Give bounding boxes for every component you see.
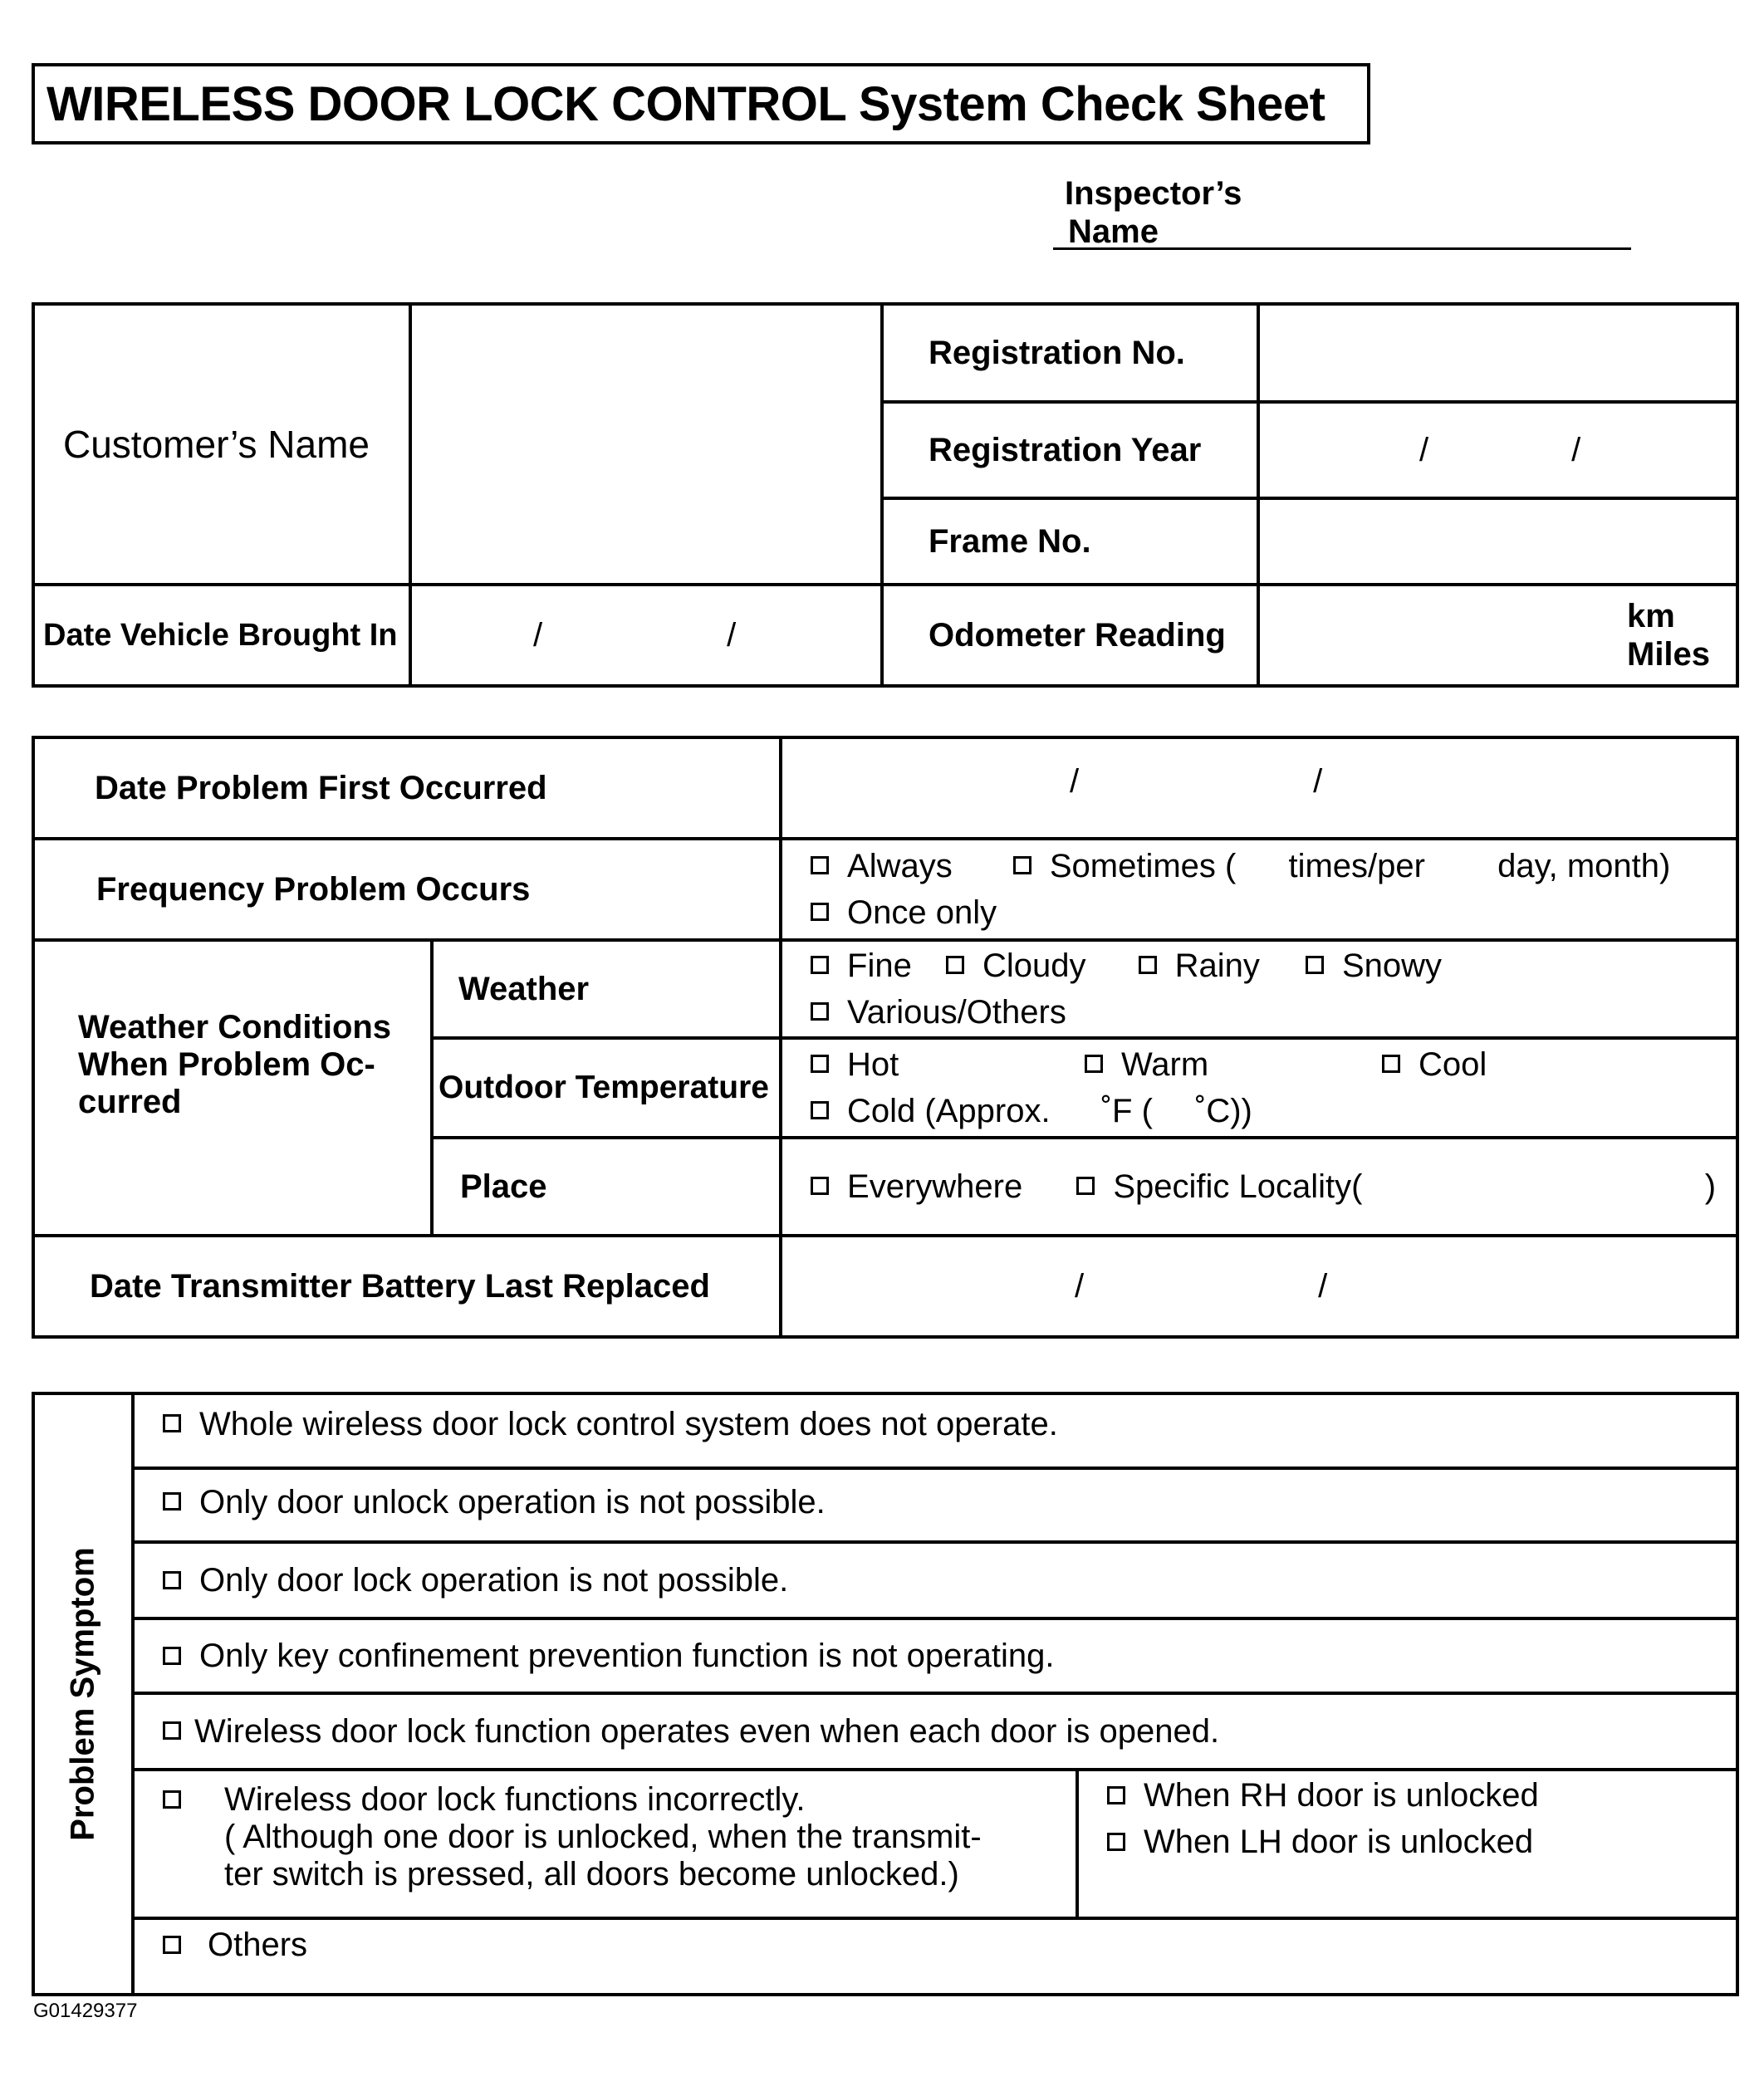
checkbox-symptom-5[interactable] [163,1721,181,1740]
checkbox-once-only[interactable] [811,903,829,921]
frequency-label: Frequency Problem Occurs [96,870,531,908]
checkbox-specific-locality[interactable] [1076,1177,1095,1195]
checkbox-various[interactable] [811,1002,829,1021]
date-slash: / [727,616,737,654]
place-label: Place [460,1168,547,1205]
date-slash: / [1419,431,1429,468]
frequency-once-only-label: Once only [847,894,997,931]
frame-no-field[interactable] [1258,498,1737,585]
odometer-field[interactable] [1258,585,1737,686]
checkbox-snowy[interactable] [1306,956,1324,974]
checkbox-everywhere[interactable] [811,1177,829,1195]
date-slash: / [1313,762,1323,800]
weather-group-label-cell [33,940,432,1236]
place-everywhere: Everywhere [847,1168,1023,1205]
frequency-label-cell [33,839,781,940]
checkbox-symptom-1[interactable] [163,1414,181,1432]
frequency-row-2 [811,889,1736,936]
date-brought-in-field[interactable] [410,585,882,686]
place-label-cell [432,1138,781,1236]
customer-name-field[interactable] [410,304,882,585]
registration-year-field[interactable] [1258,402,1737,498]
symptom-row [133,1468,1737,1543]
symptom-label: Only door unlock operation is not possible. [199,1483,826,1520]
symptom-row [133,1393,1737,1468]
checkbox-symptom-2[interactable] [163,1492,181,1511]
weather-group-line2: When Problem Oc- [78,1045,375,1083]
conditions-table [32,736,1739,1339]
symptom-row [133,1618,1737,1693]
registration-no-field[interactable] [1258,304,1737,402]
odometer-unit-km: km [1627,598,1675,634]
checkbox-hot[interactable] [811,1055,829,1073]
battery-date-field[interactable] [781,1236,1737,1337]
problem-symptom-label-cell [33,1393,133,1995]
weather-option-snowy: Snowy [1341,947,1443,984]
weather-label-cell [432,940,781,1038]
figure-code: G01429377 [33,2000,138,2022]
odometer-unit-miles: Miles [1627,636,1711,673]
symptom-table [32,1392,1739,1996]
date-first-label-cell [33,737,781,839]
inspector-label-line1: Inspector’s [1065,175,1242,212]
date-brought-in-label-cell [33,585,410,686]
date-brought-in-label: Date Vehicle Brought In [43,617,398,653]
checkbox-fine[interactable] [811,956,829,974]
checkbox-others[interactable] [163,1936,181,1954]
registration-no-label: Registration No. [929,334,1185,371]
outdoor-temp-label-cell [432,1038,781,1138]
place-close-paren: ) [1704,1168,1717,1205]
date-slash: / [1070,762,1080,800]
odometer-label-cell [882,585,1258,686]
outdoor-temp-options-cell [781,1038,1737,1138]
frequency-row-1 [811,843,1736,889]
weather-group-label [35,1009,430,1121]
place-row [782,1163,1736,1210]
registration-no-label-cell [882,304,1258,402]
weather-option-rainy: Rainy [1174,947,1260,984]
place-options-cell [781,1138,1737,1236]
date-slash: / [1571,431,1581,468]
sheet-title: WIRELESS DOOR LOCK CONTROL System Check Sheet [32,63,1370,144]
symptom-label: Only door lock operation is not possible. [199,1562,789,1599]
frame-no-label: Frame No. [929,522,1091,560]
checkbox-lh-unlocked[interactable] [1107,1833,1125,1851]
inspector-label-line2: Name [1068,213,1159,250]
temp-fahrenheit: ˚F ( [1100,1093,1153,1129]
checkbox-always[interactable] [811,856,829,874]
weather-group-line1: Weather Conditions [78,1008,392,1045]
others-label: Others [208,1927,308,1964]
frequency-sometimes-label: Sometimes ( [1049,848,1237,884]
checkbox-sometimes[interactable] [1013,856,1031,874]
frequency-always-label: Always [847,848,953,884]
inspector-name-field[interactable] [1053,247,1631,250]
symptom-label: Only key confinement prevention function is not operating. [199,1638,1055,1675]
date-first-field[interactable] [781,737,1737,839]
weather-option-various: Various/Others [847,994,1066,1031]
date-first-label: Date Problem First Occurred [95,769,547,806]
symptom-incorrect-line1: Wireless door lock functions incorrectly. [224,1780,806,1818]
checkbox-cold[interactable] [811,1101,829,1119]
checkbox-cloudy[interactable] [946,956,964,974]
temp-row-1 [811,1041,1736,1088]
registration-year-label-cell [882,402,1258,498]
symptom-row [133,1542,1737,1618]
weather-group-line3: curred [78,1083,182,1120]
checkbox-rainy[interactable] [1139,956,1157,974]
frequency-times-per: times/per [1288,848,1425,884]
temp-option-cool: Cool [1419,1046,1487,1083]
weather-row-1 [811,943,1736,989]
weather-option-fine: Fine [847,947,912,984]
battery-label-cell [33,1236,781,1337]
checkbox-warm[interactable] [1085,1055,1103,1073]
symptom-label: Wireless door lock function operates even when each door is opened. [194,1712,1220,1750]
registration-year-label: Registration Year [929,431,1202,468]
weather-options-cell [781,940,1737,1038]
checkbox-rh-unlocked[interactable] [1107,1786,1125,1804]
frame-no-label-cell [882,498,1258,585]
symptom-door-side-cell [1077,1770,1737,1918]
battery-label: Date Transmitter Battery Last Replaced [90,1267,710,1305]
outdoor-temp-label: Outdoor Temperature [439,1070,769,1105]
checkbox-symptom-4[interactable] [163,1647,181,1665]
rh-unlocked-label: When RH door is unlocked [1144,1777,1539,1814]
customer-name-label: Customer’s Name [63,423,370,466]
temp-option-cold: Cold (Approx. [847,1093,1051,1129]
symptom-row [133,1693,1737,1770]
symptom-incorrect-line3: ter switch is pressed, all doors become unlocked.) [224,1855,959,1892]
inspector-name-label [1065,174,1242,251]
checkbox-cool[interactable] [1382,1055,1400,1073]
place-specific-locality: Specific Locality( [1113,1168,1363,1205]
temp-celsius: ˚C)) [1195,1093,1252,1129]
symptom-label: Whole wireless door lock control system does not operate. [199,1405,1058,1442]
symptom-incorrect-line2: ( Although one door is unlocked, when the transmit- [224,1818,982,1855]
symptom-others-row [133,1918,1737,1995]
checkbox-symptom-3[interactable] [163,1571,181,1589]
date-slash: / [1075,1267,1085,1305]
customer-name-label-cell [33,304,410,585]
date-slash: / [533,616,543,654]
problem-symptom-label: Problem Symptom [64,1547,101,1841]
vehicle-info-table [32,302,1739,688]
weather-option-cloudy: Cloudy [982,947,1086,984]
symptom-incorrect-cell [133,1770,1077,1918]
temp-row-2 [811,1088,1736,1134]
odometer-label: Odometer Reading [929,616,1226,654]
lh-unlocked-label: When LH door is unlocked [1144,1824,1534,1861]
date-slash: / [1318,1267,1328,1305]
temp-option-hot: Hot [847,1046,899,1083]
frequency-options-cell [781,839,1737,940]
weather-row-2 [811,989,1736,1036]
temp-option-warm: Warm [1121,1046,1209,1083]
frequency-day-month: day, month) [1497,848,1671,884]
weather-label: Weather [458,970,590,1007]
checkbox-symptom-incorrect[interactable] [163,1790,181,1809]
